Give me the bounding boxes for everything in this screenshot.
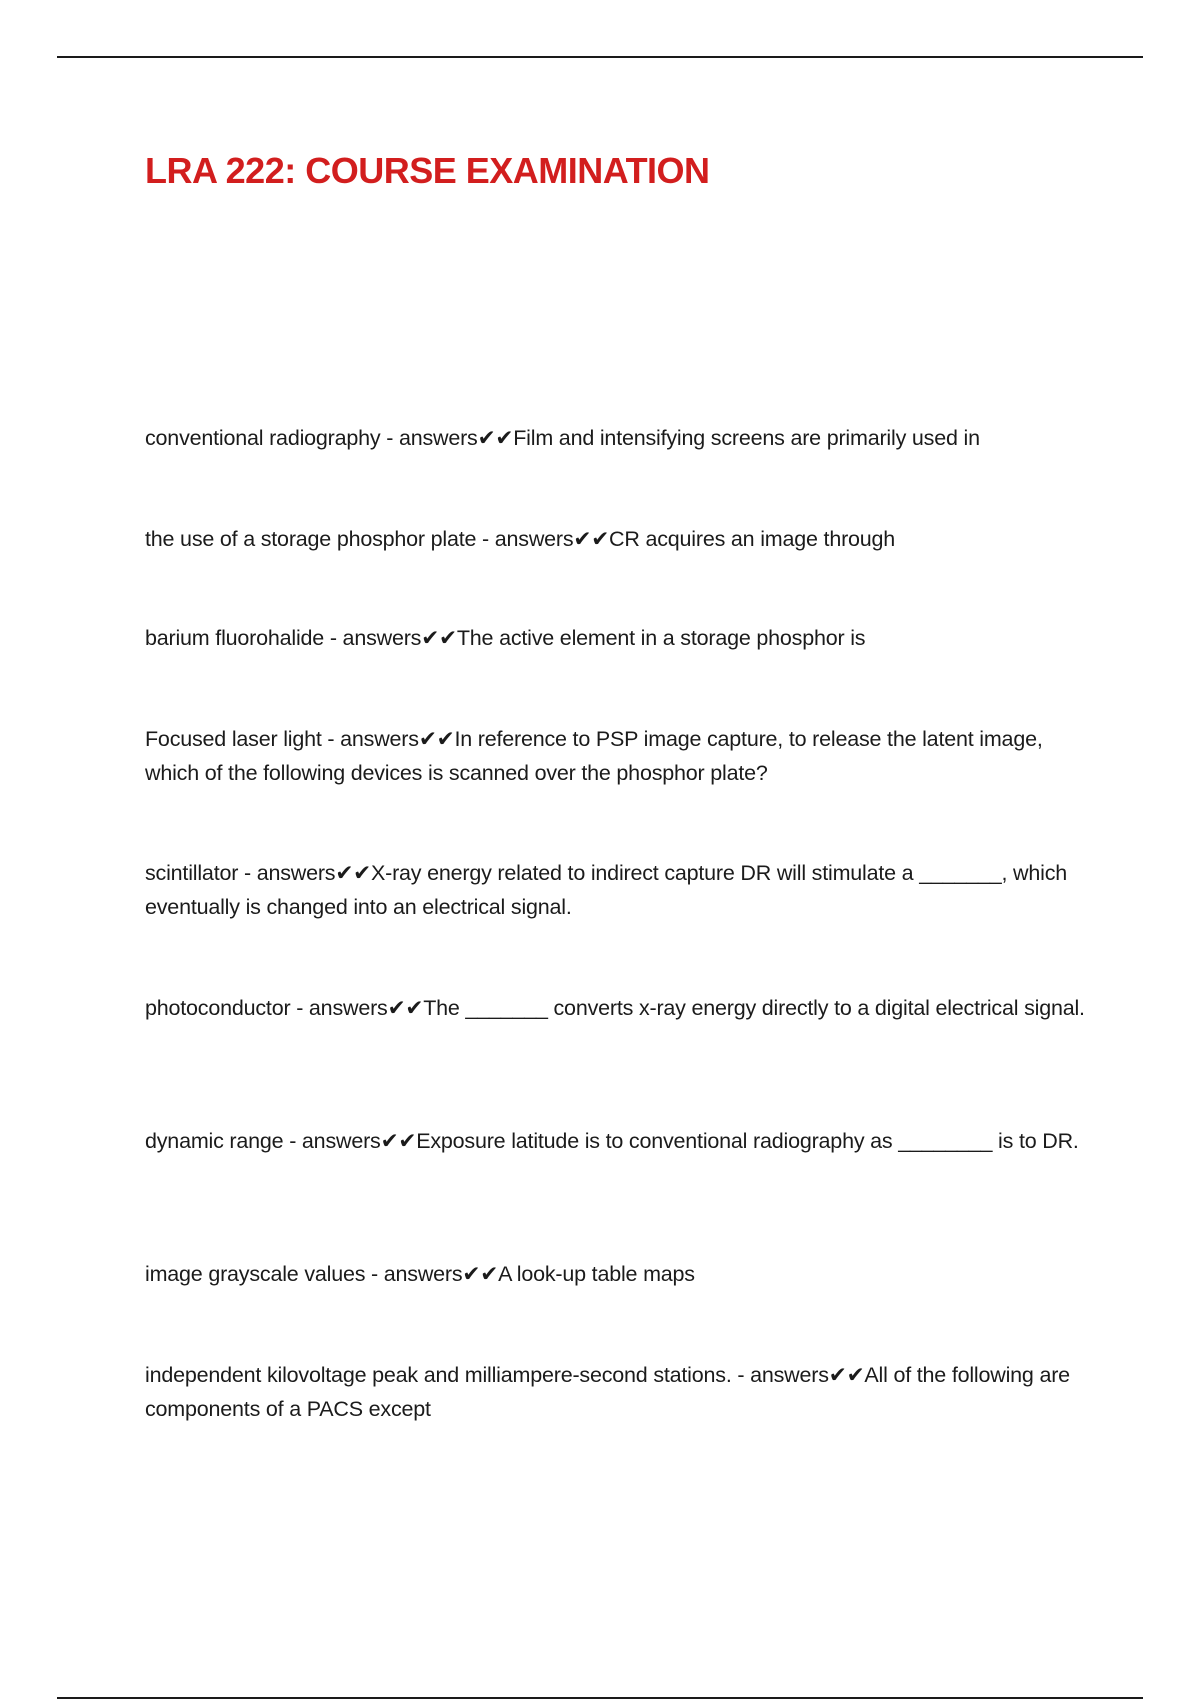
qa-entry: image grayscale values - answers✔✔A look-up table maps bbox=[145, 1262, 695, 1286]
bottom-rule bbox=[57, 1697, 1143, 1699]
qa-entry: scintillator - answers✔✔X-ray energy related to indirect capture DR will stimulate a _______, which eventually is changed into an electrical signal. bbox=[145, 861, 1068, 919]
qa-entry: independent kilovoltage peak and milliampere-second stations. - answers✔✔All of the following are components of a PACS except bbox=[145, 1363, 1070, 1421]
top-rule bbox=[57, 56, 1143, 58]
qa-entry: barium fluorohalide - answers✔✔The active element in a storage phosphor is bbox=[145, 626, 866, 650]
qa-entry: Focused laser light - answers✔✔In reference to PSP image capture, to release the latent image, which of the following devices is scanned over the phosphor plate? bbox=[145, 727, 1043, 785]
qa-entry: photoconductor - answers✔✔The _______ converts x-ray energy directly to a digital electrical signal. bbox=[145, 996, 1085, 1020]
qa-entry: conventional radiography - answers✔✔Film and intensifying screens are primarily used in bbox=[145, 426, 980, 450]
qa-entry: dynamic range - answers✔✔Exposure latitude is to conventional radiography as ________ is to DR. bbox=[145, 1129, 1079, 1153]
document-title: LRA 222: COURSE EXAMINATION bbox=[145, 150, 710, 191]
qa-entry: the use of a storage phosphor plate - answers✔✔CR acquires an image through bbox=[145, 527, 896, 551]
